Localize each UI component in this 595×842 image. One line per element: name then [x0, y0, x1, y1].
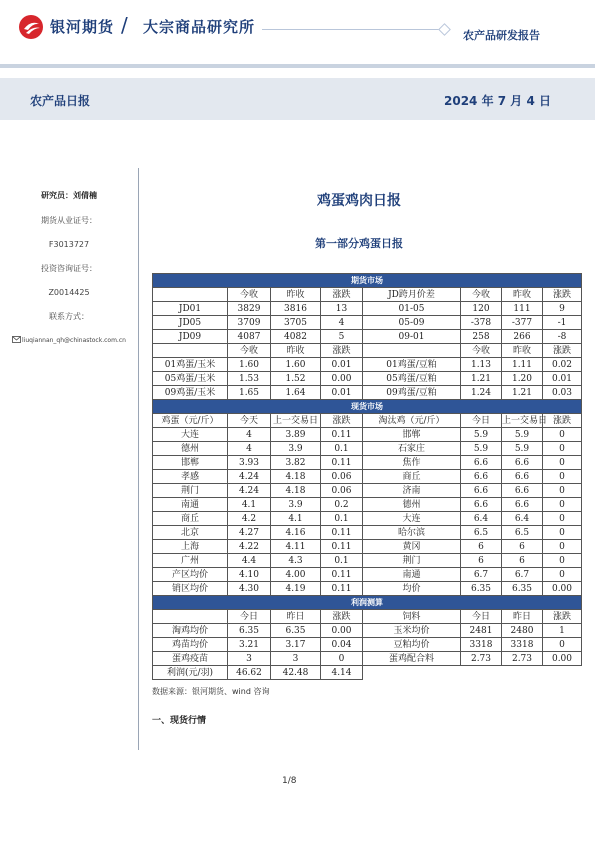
table-cell: 蛋鸡配合料: [363, 652, 461, 666]
table-cell: 北京: [153, 526, 228, 540]
report-type: 农产品研发报告: [463, 29, 540, 42]
diamond-ornament-icon: [438, 23, 451, 36]
table-cell: 大连: [363, 512, 461, 526]
table-cell: 昨日: [502, 610, 543, 624]
table-cell: 4.18: [271, 470, 321, 484]
table-cell: 0.11: [321, 428, 363, 442]
table-cell: 4.3: [271, 554, 321, 568]
table-cell: 1.21: [461, 372, 502, 386]
table-cell: 4.11: [271, 540, 321, 554]
analyst-sidebar: [0, 190, 138, 349]
institute-name: 大宗商品研究所: [143, 18, 256, 36]
table-cell: 上海: [153, 540, 228, 554]
table-cell: 淘汰鸡（元/斤）: [363, 414, 461, 428]
table-cell: 6.5: [461, 526, 502, 540]
table-row: [153, 652, 582, 666]
table-cell: 1.20: [502, 372, 543, 386]
table-cell: 01鸡蛋/玉米: [153, 358, 228, 372]
sidebar-divider: [138, 168, 139, 750]
table-cell: 4.1: [228, 498, 271, 512]
table-row: [153, 456, 582, 470]
table-cell: 2.73: [502, 652, 543, 666]
table-cell: 0: [543, 456, 582, 470]
table-cell: 6.6: [461, 484, 502, 498]
table-cell: 焦作: [363, 456, 461, 470]
table-cell: 4082: [271, 330, 321, 344]
table-cell: 昨收: [502, 344, 543, 358]
table-row: [153, 526, 582, 540]
table-cell: -8: [543, 330, 582, 344]
table-cell: 昨收: [271, 344, 321, 358]
table-cell: 6.35: [228, 624, 271, 638]
table-cell: 0.1: [321, 512, 363, 526]
table-cell: 3318: [502, 638, 543, 652]
contact-label: 联系方式：: [49, 312, 89, 321]
table-cell: 6: [461, 540, 502, 554]
table-cell: 09鸡蛋/豆粕: [363, 386, 461, 400]
table-row: [153, 540, 582, 554]
table-cell: 0.2: [321, 498, 363, 512]
table-cell: 111: [502, 302, 543, 316]
section-header-cell: 现货市场: [153, 400, 582, 414]
table-header-row: [153, 288, 582, 302]
table-cell: 6.35: [271, 624, 321, 638]
spot-section-row: [153, 400, 582, 414]
table-cell: 0: [543, 498, 582, 512]
table-cell: 今收: [228, 344, 271, 358]
table-cell: [153, 288, 228, 302]
table-cell: 3.21: [228, 638, 271, 652]
futures-license-label: 期货从业证号：: [41, 216, 97, 225]
table-cell: 1.53: [228, 372, 271, 386]
section-header-cell: 利润测算: [153, 596, 582, 610]
table-cell: 6.35: [502, 582, 543, 596]
table-cell: 涨跌: [321, 344, 363, 358]
table-cell: 09鸡蛋/玉米: [153, 386, 228, 400]
table-cell: 1.11: [502, 358, 543, 372]
table-cell: 石家庄: [363, 442, 461, 456]
table-cell: 6.7: [461, 568, 502, 582]
table-cell: 黄冈: [363, 540, 461, 554]
table-cell: 0: [543, 428, 582, 442]
data-source: 数据来源：银河期货、wind 咨询: [152, 687, 270, 696]
table-cell: 6.6: [502, 456, 543, 470]
egg-data-table: [152, 273, 582, 680]
table-row: [153, 666, 582, 680]
part-title: 第一部分鸡蛋日报: [315, 237, 403, 250]
table-cell: 涨跌: [543, 414, 582, 428]
table-cell: 今天: [228, 414, 271, 428]
table-cell: 3.9: [271, 498, 321, 512]
table-cell: 0.00: [321, 372, 363, 386]
table-cell: 6.6: [502, 484, 543, 498]
table-cell: 4.1: [271, 512, 321, 526]
table-cell: -378: [461, 316, 502, 330]
mail-icon: [12, 336, 21, 343]
table-cell: 4.18: [271, 484, 321, 498]
table-cell: 6.35: [461, 582, 502, 596]
table-cell: 4.24: [228, 470, 271, 484]
table-cell: 6: [502, 540, 543, 554]
table-cell: 2480: [502, 624, 543, 638]
table-cell: 德州: [363, 498, 461, 512]
table-cell: 3318: [461, 638, 502, 652]
table-cell: 6.4: [502, 512, 543, 526]
table-cell: 6.6: [461, 456, 502, 470]
table-cell: 0.01: [543, 372, 582, 386]
table-cell: 涨跌: [321, 414, 363, 428]
table-cell: 0: [543, 442, 582, 456]
page-number: 1/8: [282, 776, 297, 786]
table-cell: JD跨月价差: [363, 288, 461, 302]
table-cell: [153, 610, 228, 624]
table-cell: 05-09: [363, 316, 461, 330]
consult-license: Z0014425: [48, 288, 90, 297]
table-cell: 0.01: [321, 386, 363, 400]
table-cell: 邯郸: [363, 428, 461, 442]
table-header-row: [153, 414, 582, 428]
table-cell: 0.04: [321, 638, 363, 652]
table-header-row: [153, 610, 582, 624]
table-cell: 0.11: [321, 568, 363, 582]
table-cell: 6.6: [502, 498, 543, 512]
table-cell: 3829: [228, 302, 271, 316]
table-cell: 3.82: [271, 456, 321, 470]
report-title: 鸡蛋鸡肉日报: [317, 193, 401, 209]
table-cell: 5.9: [461, 428, 502, 442]
table-cell: 蛋鸡疫苗: [153, 652, 228, 666]
table-cell: 孝感: [153, 470, 228, 484]
table-cell: 0: [543, 484, 582, 498]
empty-cell: [363, 666, 582, 680]
table-cell: 均价: [363, 582, 461, 596]
table-cell: 邯郸: [153, 456, 228, 470]
table-cell: 0.00: [543, 652, 582, 666]
table-row: [153, 428, 582, 442]
table-cell: 今收: [461, 288, 502, 302]
table-cell: 销区均价: [153, 582, 228, 596]
table-row: [153, 638, 582, 652]
table-cell: 商丘: [153, 512, 228, 526]
table-cell: 0.06: [321, 484, 363, 498]
futures-section-row: [153, 274, 582, 288]
table-cell: 南通: [363, 568, 461, 582]
table-cell: 4: [228, 442, 271, 456]
table-cell: 6: [461, 554, 502, 568]
table-cell: 4: [228, 428, 271, 442]
table-cell: 昨日: [271, 610, 321, 624]
table-cell: 1.52: [271, 372, 321, 386]
table-cell: 上一交易日: [271, 414, 321, 428]
table-cell: 济南: [363, 484, 461, 498]
table-cell: 上一交易日: [502, 415, 548, 426]
table-cell: 1.60: [271, 358, 321, 372]
table-cell: 258: [461, 330, 502, 344]
table-cell: 广州: [153, 554, 228, 568]
table-header-row: [153, 344, 582, 358]
table-cell: 2.73: [461, 652, 502, 666]
table-cell: 4.19: [271, 582, 321, 596]
table-cell: 涨跌: [321, 288, 363, 302]
table-cell: 德州: [153, 442, 228, 456]
table-cell: 涨跌: [543, 344, 582, 358]
table-cell: 3816: [271, 302, 321, 316]
table-cell: 4.4: [228, 554, 271, 568]
table-row: [153, 512, 582, 526]
table-cell: 今收: [228, 288, 271, 302]
table-cell: 4.24: [228, 484, 271, 498]
table-cell: 涨跌: [321, 610, 363, 624]
table-cell: 产区均价: [153, 568, 228, 582]
table-cell: 昨收: [271, 288, 321, 302]
table-cell: 3709: [228, 316, 271, 330]
table-cell: 0.11: [321, 526, 363, 540]
table-cell: 42.48: [271, 666, 321, 680]
table-cell: 0: [543, 512, 582, 526]
table-cell: 商丘: [363, 470, 461, 484]
table-cell: 266: [502, 330, 543, 344]
table-cell: 鸡蛋（元/斤）: [153, 414, 228, 428]
table-row: [153, 582, 582, 596]
table-cell: 05鸡蛋/玉米: [153, 372, 228, 386]
table-row: [153, 330, 582, 344]
table-row: [153, 386, 582, 400]
table-cell: 6.7: [502, 568, 543, 582]
table-cell: 09-01: [363, 330, 461, 344]
table-cell: 0.1: [321, 442, 363, 456]
table-cell: 0.06: [321, 470, 363, 484]
table-cell: 4.22: [228, 540, 271, 554]
table-cell: 涨跌: [543, 288, 582, 302]
table-row: [153, 302, 582, 316]
table-cell: JD05: [153, 316, 228, 330]
table-cell: 今收: [461, 344, 502, 358]
table-cell: 豆粕均价: [363, 638, 461, 652]
table-cell: 淘鸡均价: [153, 624, 228, 638]
table-row: [153, 316, 582, 330]
table-cell: 6.6: [461, 470, 502, 484]
table-cell: 利润(元/羽): [153, 666, 228, 680]
table-cell: 3.89: [271, 428, 321, 442]
table-cell: 鸡苗均价: [153, 638, 228, 652]
table-cell: 今日: [461, 610, 502, 624]
table-cell: 4.14: [321, 666, 363, 680]
table-cell: 昨收: [502, 288, 543, 302]
table-cell: [153, 344, 228, 358]
table-row: [153, 624, 582, 638]
table-cell: 今日: [228, 610, 271, 624]
table-cell: 1: [543, 624, 582, 638]
table-cell: 大连: [153, 428, 228, 442]
table-cell: 0: [543, 540, 582, 554]
table-cell: 2481: [461, 624, 502, 638]
table-cell: 4.27: [228, 526, 271, 540]
table-cell: 6: [502, 554, 543, 568]
table-cell: 0.11: [321, 582, 363, 596]
table-cell: 0: [543, 526, 582, 540]
table-cell: 3: [228, 652, 271, 666]
futures-license: F3013727: [48, 240, 90, 249]
table-cell: 1.13: [461, 358, 502, 372]
table-row: [153, 372, 582, 386]
table-cell: -1: [543, 316, 582, 330]
table-cell: 3705: [271, 316, 321, 330]
table-cell: 荆门: [153, 484, 228, 498]
table-cell: 4.10: [228, 568, 271, 582]
header-stripe: [0, 64, 595, 68]
table-cell: 6.6: [461, 498, 502, 512]
table-row: [153, 470, 582, 484]
table-cell: -377: [502, 316, 543, 330]
table-cell: 0.1: [321, 554, 363, 568]
table-cell: 3: [271, 652, 321, 666]
table-cell: JD09: [153, 330, 228, 344]
table-row: [153, 568, 582, 582]
email-line[interactable]: [0, 332, 138, 349]
table-cell: 0: [543, 470, 582, 484]
table-cell: 南通: [153, 498, 228, 512]
table-cell: 0: [321, 652, 363, 666]
table-cell: 9: [543, 302, 582, 316]
table-cell: 0: [543, 554, 582, 568]
band-title: 农产品日报: [30, 94, 91, 108]
table-cell: 5.9: [502, 428, 543, 442]
table-row: [153, 554, 582, 568]
table-cell: 0.00: [321, 624, 363, 638]
table-cell: 哈尔滨: [363, 526, 461, 540]
table-cell: JD01: [153, 302, 228, 316]
table-cell: 3.9: [271, 442, 321, 456]
author: 研究员：刘倩楠: [41, 191, 97, 200]
table-cell: 01鸡蛋/豆粕: [363, 358, 461, 372]
table-cell: 1.65: [228, 386, 271, 400]
table-cell: 饲料: [363, 610, 461, 624]
table-row: [153, 442, 582, 456]
table-cell: 4.2: [228, 512, 271, 526]
table-cell: 荆门: [363, 554, 461, 568]
table-cell: 5.9: [461, 442, 502, 456]
header-slash: /: [121, 13, 128, 37]
table-cell: 0.01: [321, 358, 363, 372]
table-cell: 5.9: [502, 442, 543, 456]
table-cell: 1.64: [271, 386, 321, 400]
table-cell: 3.17: [271, 638, 321, 652]
table-cell: 13: [321, 302, 363, 316]
table-cell: 1.24: [461, 386, 502, 400]
table-cell: 4: [321, 316, 363, 330]
table-cell: 0: [543, 568, 582, 582]
table-cell: 玉米均价: [363, 624, 461, 638]
table-cell: 1.21: [502, 386, 543, 400]
table-cell: 0.11: [321, 456, 363, 470]
table-cell: 涨跌: [543, 610, 582, 624]
table-cell: 5: [321, 330, 363, 344]
table-cell: 0: [543, 638, 582, 652]
consult-license-label: 投资咨询证号：: [41, 264, 97, 273]
table-cell: 今日: [461, 414, 502, 428]
table-cell: 4.16: [271, 526, 321, 540]
company-name: 银河期货: [50, 18, 115, 36]
table-cell: 1.60: [228, 358, 271, 372]
table-cell: [363, 344, 461, 358]
table-cell: 6.4: [461, 512, 502, 526]
table-cell: 6.6: [502, 470, 543, 484]
table-cell: 0.03: [543, 386, 582, 400]
table-cell: 0.00: [543, 582, 582, 596]
table-cell: 6.5: [502, 526, 543, 540]
email-address[interactable]: liuqiannan_qh@chinastock.com.cn: [22, 337, 126, 344]
table-cell: 05鸡蛋/豆粕: [363, 372, 461, 386]
table-cell: 0.11: [321, 540, 363, 554]
table-cell: 01-05: [363, 302, 461, 316]
table-row: [153, 358, 582, 372]
table-cell: 4.00: [271, 568, 321, 582]
section-header-cell: 期货市场: [153, 274, 582, 288]
header-rule: [262, 29, 446, 30]
table-cell: 4087: [228, 330, 271, 344]
table-row: [153, 498, 582, 512]
table-cell: 3.93: [228, 456, 271, 470]
galaxy-logo-icon: [18, 14, 44, 40]
table-cell: 120: [461, 302, 502, 316]
table-cell: 4.30: [228, 582, 271, 596]
profit-section-row: [153, 596, 582, 610]
table-cell: 46.62: [228, 666, 271, 680]
section-heading: 一、现货行情: [152, 716, 207, 726]
table-row: [153, 484, 582, 498]
report-date: 2024 年 7 月 4 日: [444, 94, 551, 108]
table-cell: 0.02: [543, 358, 582, 372]
